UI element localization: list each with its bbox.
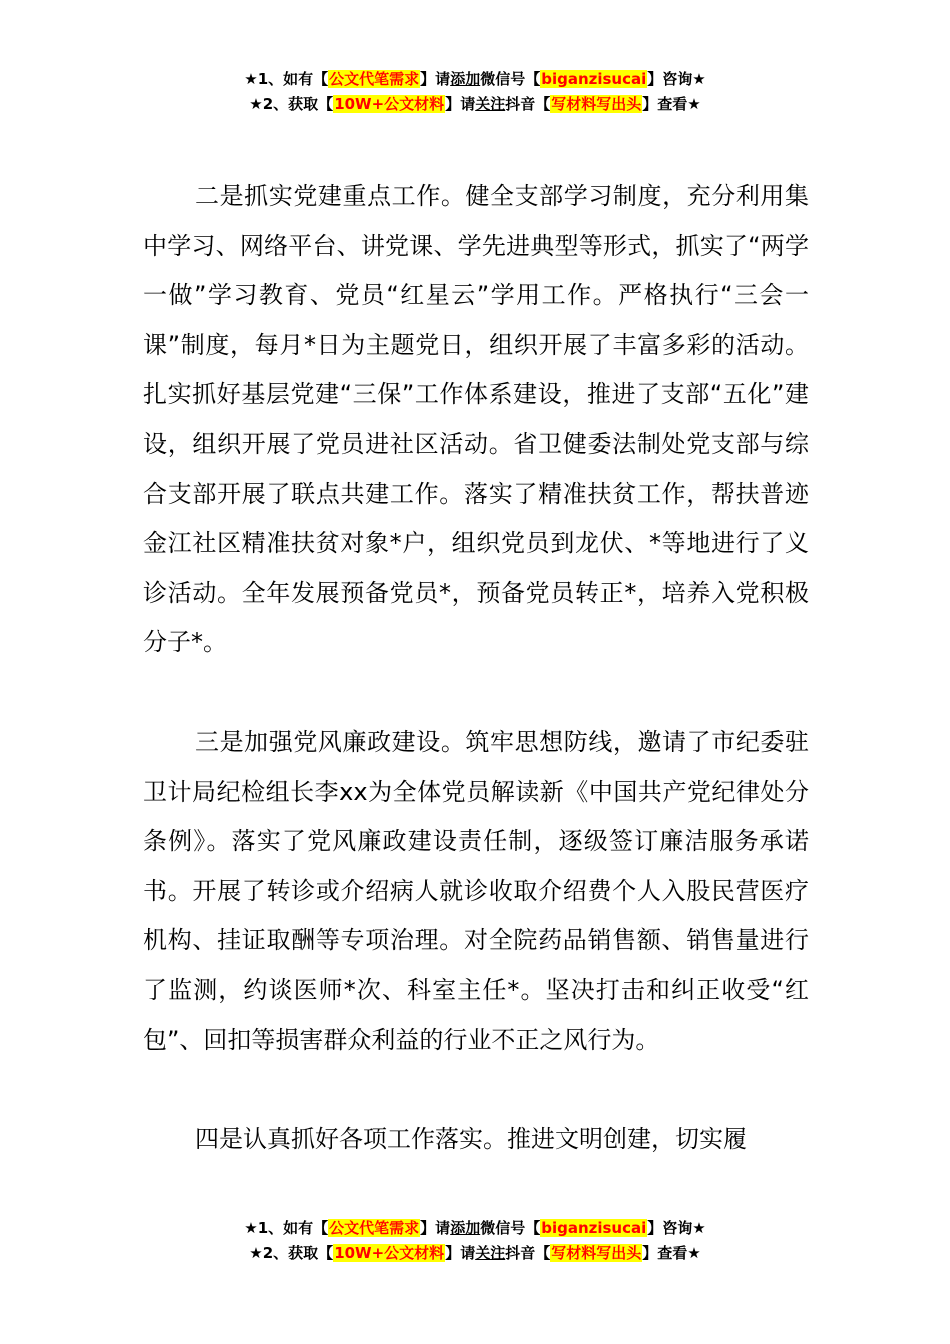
footer-line-1-underlined: 添加 <box>450 1219 481 1237</box>
footer-line-1-prefix: ★1、如有【 <box>244 1219 329 1237</box>
header-line-2 <box>0 92 950 117</box>
header-line-1-highlight-wechat: biganzisucai <box>541 70 647 88</box>
header-line-2-mid2: 抖音【 <box>505 95 551 113</box>
header-line-1-mid2: 微信号【 <box>480 70 541 88</box>
header-line-2-underlined: 关注 <box>475 95 506 113</box>
header-line-1-underlined: 添加 <box>450 70 481 88</box>
footer-line-1 <box>0 1216 950 1241</box>
footer-line-2-highlight-douyin: 写材料写出头 <box>551 1244 642 1262</box>
header-line-2-mid: 】请 <box>445 95 476 113</box>
header-line-1-mid: 】请 <box>420 70 451 88</box>
paragraph-3: 三是加强党风廉政建设。筑牢思想防线，邀请了市纪委驻卫计局纪检组长李xx为全体党员解读新《中国共产党纪律处分条例》。落实了党风廉政建设责任制，逐级签订廉洁服务承诺书。开展了转诊或介绍病人就诊收取介绍费个人入股民营医疗机构、挂证取酬等专项治理。对全院药品销售额、销售量进行了监测，约谈医师*次、科室主任*。坚决打击和纠正收受“红包”、回扣等损害群众利益的行业不正之风行为。 <box>143 727 809 1054</box>
document-body <box>143 172 809 1165</box>
header-line-1 <box>0 67 950 92</box>
paragraph-4: 四是认真抓好各项工作落实。推进文明创建，切实履 <box>195 1125 747 1154</box>
header-line-2-prefix: ★2、获取【 <box>249 95 334 113</box>
header-banner <box>0 67 950 117</box>
header-line-1-highlight-service: 公文代笔需求 <box>329 70 420 88</box>
header-line-1-prefix: ★1、如有【 <box>244 70 329 88</box>
paragraph-2: 二是抓实党建重点工作。健全支部学习制度，充分利用集中学习、网络平台、讲党课、学先进典型等形式，抓实了“两学一做”学习教育、党员“红星云”学用工作。严格执行“三会一课”制度，每月*日为主题党日，组织开展了丰富多彩的活动。扎实抓好基层党建“三保”工作体系建设，推进了支部“五化”建设，组织开展了党员进社区活动。省卫健委法制处党支部与综合支部开展了联点共建工作。落实了精准扶贫工作，帮扶普迹金江社区精准扶贫对象*户，组织党员到龙伏、*等地进行了义诊活动。全年发展预备党员*，预备党员转正*，培养入党积极分子*。 <box>143 182 809 657</box>
footer-line-2-suffix: 】查看★ <box>642 1244 701 1262</box>
footer-line-2 <box>0 1241 950 1266</box>
footer-line-1-highlight-wechat: biganzisucai <box>541 1219 647 1237</box>
footer-line-1-highlight-service: 公文代笔需求 <box>329 1219 420 1237</box>
footer-line-2-mid2: 抖音【 <box>505 1244 551 1262</box>
header-line-2-suffix: 】查看★ <box>642 95 701 113</box>
footer-banner <box>0 1216 950 1266</box>
header-line-2-highlight-materials: 10W+公文材料 <box>334 95 445 113</box>
footer-line-2-underlined: 关注 <box>475 1244 506 1262</box>
footer-line-2-mid: 】请 <box>445 1244 476 1262</box>
footer-line-2-highlight-materials: 10W+公文材料 <box>334 1244 445 1262</box>
footer-line-1-suffix: 】咨询★ <box>647 1219 706 1237</box>
header-line-2-highlight-douyin: 写材料写出头 <box>551 95 642 113</box>
footer-line-1-mid2: 微信号【 <box>480 1219 541 1237</box>
footer-line-1-mid: 】请 <box>420 1219 451 1237</box>
header-line-1-suffix: 】咨询★ <box>647 70 706 88</box>
footer-line-2-prefix: ★2、获取【 <box>249 1244 334 1262</box>
